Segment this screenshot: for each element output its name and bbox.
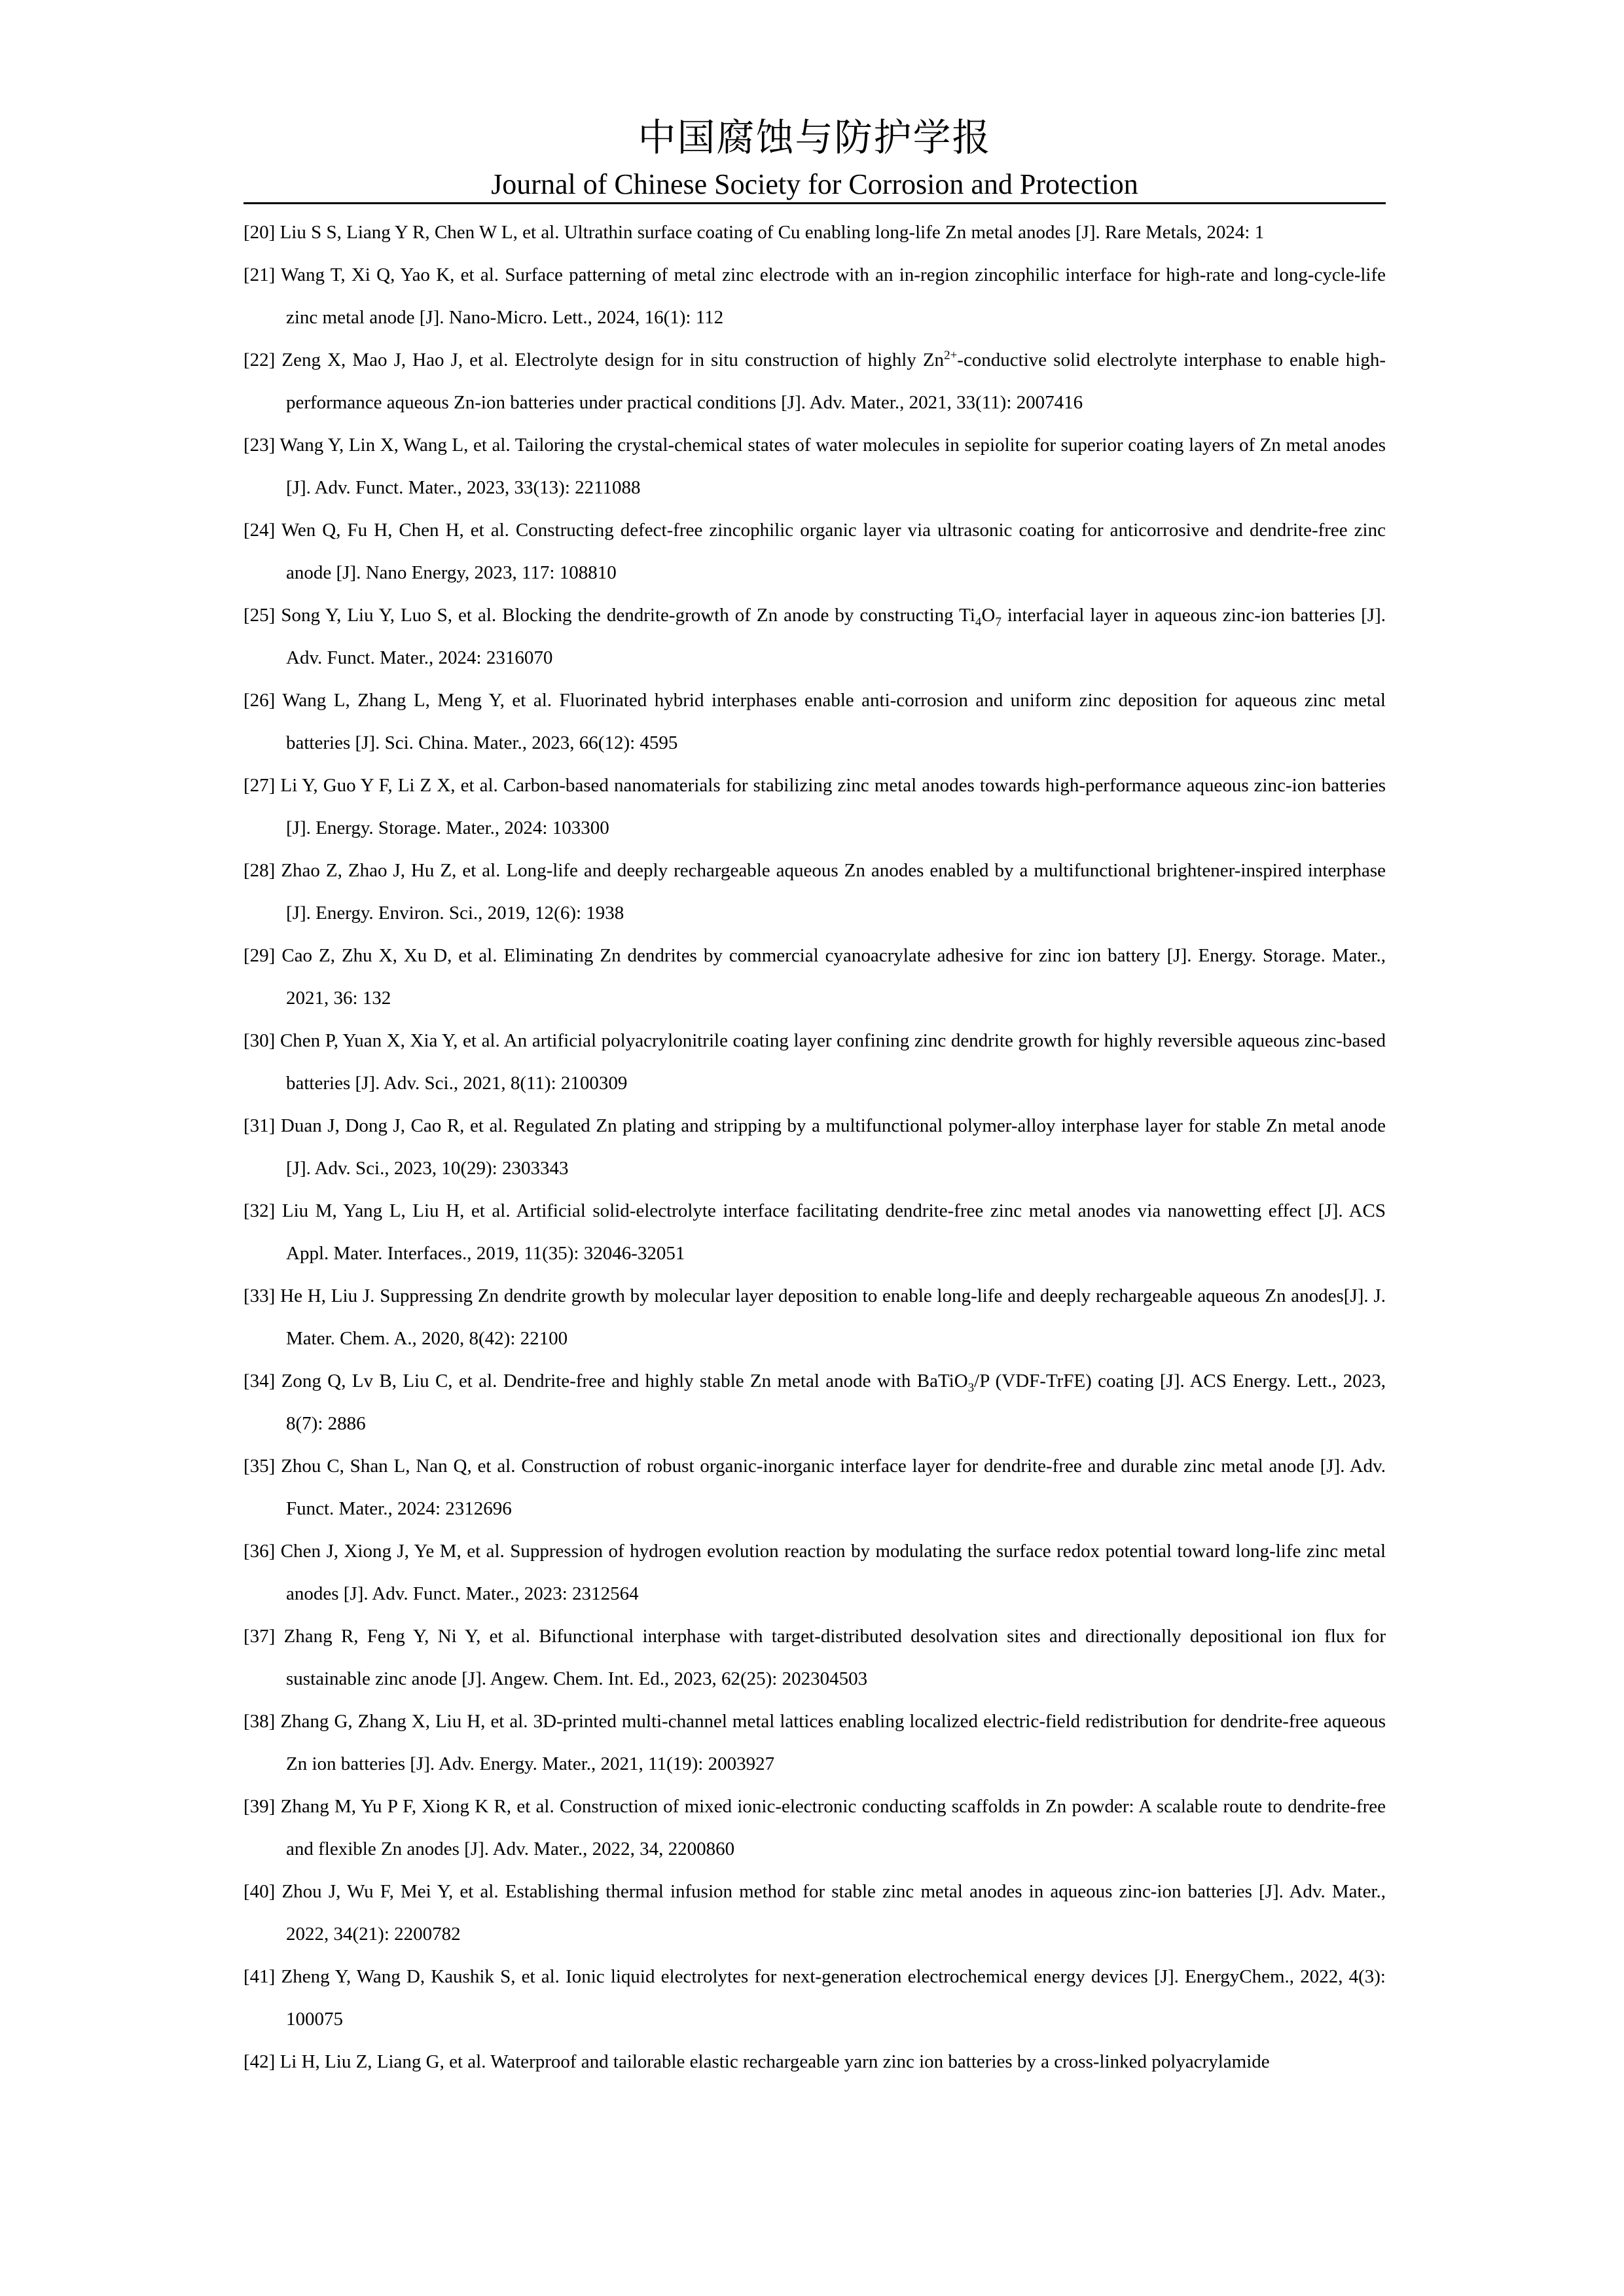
reference-text-part: interfacial layer in aqueous zinc-ion batteries [J]. Adv. Funct. Mater., 2024: 2316070 xyxy=(286,605,1386,668)
subscript: 3 xyxy=(967,1380,975,1395)
reference-text: Wang L, Zhang L, Meng Y, et al. Fluorinated hybrid interphases enable anti-corrosion and uniform zinc deposition for aqueous zinc metal batteries [J]. Sci. China. Mater., 2023, 66(12): 4595 xyxy=(282,690,1386,753)
reference-number: [21] xyxy=(244,264,276,285)
reference-number: [35] xyxy=(244,1456,276,1477)
reference-text: Zhang G, Zhang X, Liu H, et al. 3D-printed multi-channel metal lattices enabling localized electric-field redistribution for dendrite-free aqueous Zn ion batteries [J]. Adv. Energy. Mater., 2021, 11(19): 2003927 xyxy=(280,1711,1386,1774)
reference-text-part: O xyxy=(981,605,996,626)
reference-number: [33] xyxy=(244,1285,276,1306)
reference-number: [40] xyxy=(244,1881,276,1902)
reference-item xyxy=(244,594,1386,679)
reference-text: Cao Z, Zhu X, Xu D, et al. Eliminating Zn dendrites by commercial cyanoacrylate adhesive for zinc ion battery [J]. Energy. Storage. Mater., 2021, 36: 132 xyxy=(281,945,1386,1009)
reference-text: Liu S S, Liang Y R, Chen W L, et al. Ultrathin surface coating of Cu enabling long-life Zn metal anodes [J]. Rare Metals, 2024: 1 xyxy=(280,222,1265,243)
reference-text: Zhou J, Wu F, Mei Y, et al. Establishing thermal infusion method for stable zinc metal anodes in aqueous zinc-ion batteries [J]. Adv. Mater., 2022, 34(21): 2200782 xyxy=(281,1881,1386,1945)
reference-number: [32] xyxy=(244,1200,276,1221)
reference-text-part: Song Y, Liu Y, Luo S, et al. Blocking the dendrite-growth of Zn anode by constructing Ti xyxy=(281,605,975,626)
reference-number: [28] xyxy=(244,860,276,881)
reference-item xyxy=(244,1700,1386,1785)
reference-text: Wen Q, Fu H, Chen H, et al. Constructing defect-free zincophilic organic layer via ultrasonic coating for anticorrosive and dendrite-free zinc anode [J]. Nano Energy, 2023, 117: 108810 xyxy=(281,520,1386,583)
reference-number: [25] xyxy=(244,605,276,626)
reference-item xyxy=(244,1360,1386,1445)
reference-item xyxy=(244,1105,1386,1190)
reference-number: [29] xyxy=(244,945,276,966)
reference-text: Zheng Y, Wang D, Kaushik S, et al. Ionic liquid electrolytes for next-generation electrochemical energy devices [J]. EnergyChem., 2022, 4(3): 100075 xyxy=(281,1966,1386,2030)
reference-text: Li H, Liu Z, Liang G, et al. Waterproof and tailorable elastic rechargeable yarn zinc ion batteries by a cross-linked polyacrylamide xyxy=(280,2051,1270,2072)
reference-number: [36] xyxy=(244,1541,276,1562)
reference-item xyxy=(244,764,1386,850)
reference-number: [20] xyxy=(244,222,276,243)
reference-text: Zhou C, Shan L, Nan Q, et al. Construction of robust organic-inorganic interface layer for dendrite-free and durable zinc metal anode [J]. Adv. Funct. Mater., 2024: 2312696 xyxy=(281,1456,1386,1519)
reference-item xyxy=(244,1275,1386,1360)
reference-text: Chen P, Yuan X, Xia Y, et al. An artificial polyacrylonitrile coating layer confining zinc dendrite growth for highly reversible aqueous zinc-based batteries [J]. Adv. Sci., 2021, 8(11): 2100309 xyxy=(280,1030,1386,1094)
reference-text: Li Y, Guo Y F, Li Z X, et al. Carbon-based nanomaterials for stabilizing zinc metal anodes towards high-performance aqueous zinc-ion batteries [J]. Energy. Storage. Mater., 2024: 103300 xyxy=(280,775,1386,838)
reference-number: [38] xyxy=(244,1711,276,1732)
reference-text: He H, Liu J. Suppressing Zn dendrite growth by molecular layer deposition to enable long-life and deeply rechargeable aqueous Zn anodes[J]. J. Mater. Chem. A., 2020, 8(42): 22100 xyxy=(280,1285,1386,1349)
superscript: 2+ xyxy=(944,348,958,363)
reference-number: [34] xyxy=(244,1371,276,1391)
reference-item xyxy=(244,1190,1386,1275)
journal-title-chinese: 中国腐蚀与防护学报 xyxy=(638,115,992,160)
reference-text: Wang T, Xi Q, Yao K, et al. Surface patterning of metal zinc electrode with an in-region zincophilic interface for high-rate and long-cycle-life zinc metal anode [J]. Nano-Micro. Lett., 2024, 16(1): 112 xyxy=(281,264,1386,328)
journal-header xyxy=(244,111,1386,204)
reference-text-part: Zeng X, Mao J, Hao J, et al. Electrolyte design for in situ construction of highly Zn xyxy=(281,350,945,370)
reference-number: [24] xyxy=(244,520,276,541)
journal-title-english: Journal of Chinese Society for Corrosion and Protection xyxy=(491,168,1138,200)
reference-number: [27] xyxy=(244,775,276,796)
reference-item xyxy=(244,1871,1386,1956)
reference-number: [39] xyxy=(244,1796,276,1817)
reference-item xyxy=(244,2041,1386,2083)
reference-item xyxy=(244,1445,1386,1530)
reference-item xyxy=(244,850,1386,935)
reference-text-part: /P (VDF-TrFE) coating [J]. ACS Energy. Lett., 2023, 8(7): 2886 xyxy=(286,1371,1386,1434)
reference-item xyxy=(244,1020,1386,1105)
reference-text: Zhang R, Feng Y, Ni Y, et al. Bifunctional interphase with target-distributed desolvation sites and directionally depositional ion flux for sustainable zinc anode [J]. Angew. Chem. Int. Ed., 2023, 62(25): 202304503 xyxy=(283,1626,1386,1689)
reference-text: Zhang M, Yu P F, Xiong K R, et al. Construction of mixed ionic-electronic conducting scaffolds in Zn powder: A scalable route to dendrite-free and flexible Zn anodes [J]. Adv. Mater., 2022, 34, 2200860 xyxy=(280,1796,1386,1859)
reference-text: Wang Y, Lin X, Wang L, et al. Tailoring the crystal-chemical states of water molecules in sepiolite for superior coating layers of Zn metal anodes [J]. Adv. Funct. Mater., 2023, 33(13): 2211088 xyxy=(280,435,1386,498)
reference-item xyxy=(244,509,1386,594)
reference-number: [23] xyxy=(244,435,276,456)
reference-item xyxy=(244,339,1386,424)
reference-text-part: -conductive solid electrolyte interphase to enable high-performance aqueous Zn-ion batteries under practical conditions [J]. Adv. Mater., 2021, 33(11): 2007416 xyxy=(286,350,1386,413)
reference-item xyxy=(244,211,1386,254)
reference-item xyxy=(244,1615,1386,1700)
reference-text: Chen J, Xiong J, Ye M, et al. Suppression of hydrogen evolution reaction by modulating the surface redox potential toward long-life zinc metal anodes [J]. Adv. Funct. Mater., 2023: 2312564 xyxy=(280,1541,1386,1604)
reference-list xyxy=(244,211,1386,2083)
reference-item xyxy=(244,424,1386,509)
reference-number: [22] xyxy=(244,350,276,370)
reference-number: [31] xyxy=(244,1115,276,1136)
reference-item xyxy=(244,1956,1386,2041)
reference-number: [26] xyxy=(244,690,276,711)
reference-text: Liu M, Yang L, Liu H, et al. Artificial solid-electrolyte interface facilitating dendrite-free zinc metal anodes via nanowetting effect [J]. ACS Appl. Mater. Interfaces., 2019, 11(35): 32046-32051 xyxy=(281,1200,1386,1264)
reference-item xyxy=(244,935,1386,1020)
reference-number: [30] xyxy=(244,1030,276,1051)
reference-item xyxy=(244,679,1386,764)
reference-text: Duan J, Dong J, Cao R, et al. Regulated Zn plating and stripping by a multifunctional polymer-alloy interphase layer for stable Zn metal anode [J]. Adv. Sci., 2023, 10(29): 2303343 xyxy=(280,1115,1386,1179)
reference-text: Zhao Z, Zhao J, Hu Z, et al. Long-life and deeply rechargeable aqueous Zn anodes enabled by a multifunctional brightener-inspired interphase [J]. Energy. Environ. Sci., 2019, 12(6): 1938 xyxy=(281,860,1386,924)
reference-item xyxy=(244,1530,1386,1615)
reference-item xyxy=(244,254,1386,339)
reference-item xyxy=(244,1785,1386,1871)
reference-number: [37] xyxy=(244,1626,276,1647)
reference-text-part: Zong Q, Lv B, Liu C, et al. Dendrite-free and highly stable Zn metal anode with BaTiO xyxy=(281,1371,968,1391)
reference-number: [42] xyxy=(244,2051,276,2072)
subscript: 7 xyxy=(995,615,1001,629)
subscript: 4 xyxy=(975,615,982,629)
reference-number: [41] xyxy=(244,1966,276,1987)
header-rule xyxy=(244,202,1386,204)
